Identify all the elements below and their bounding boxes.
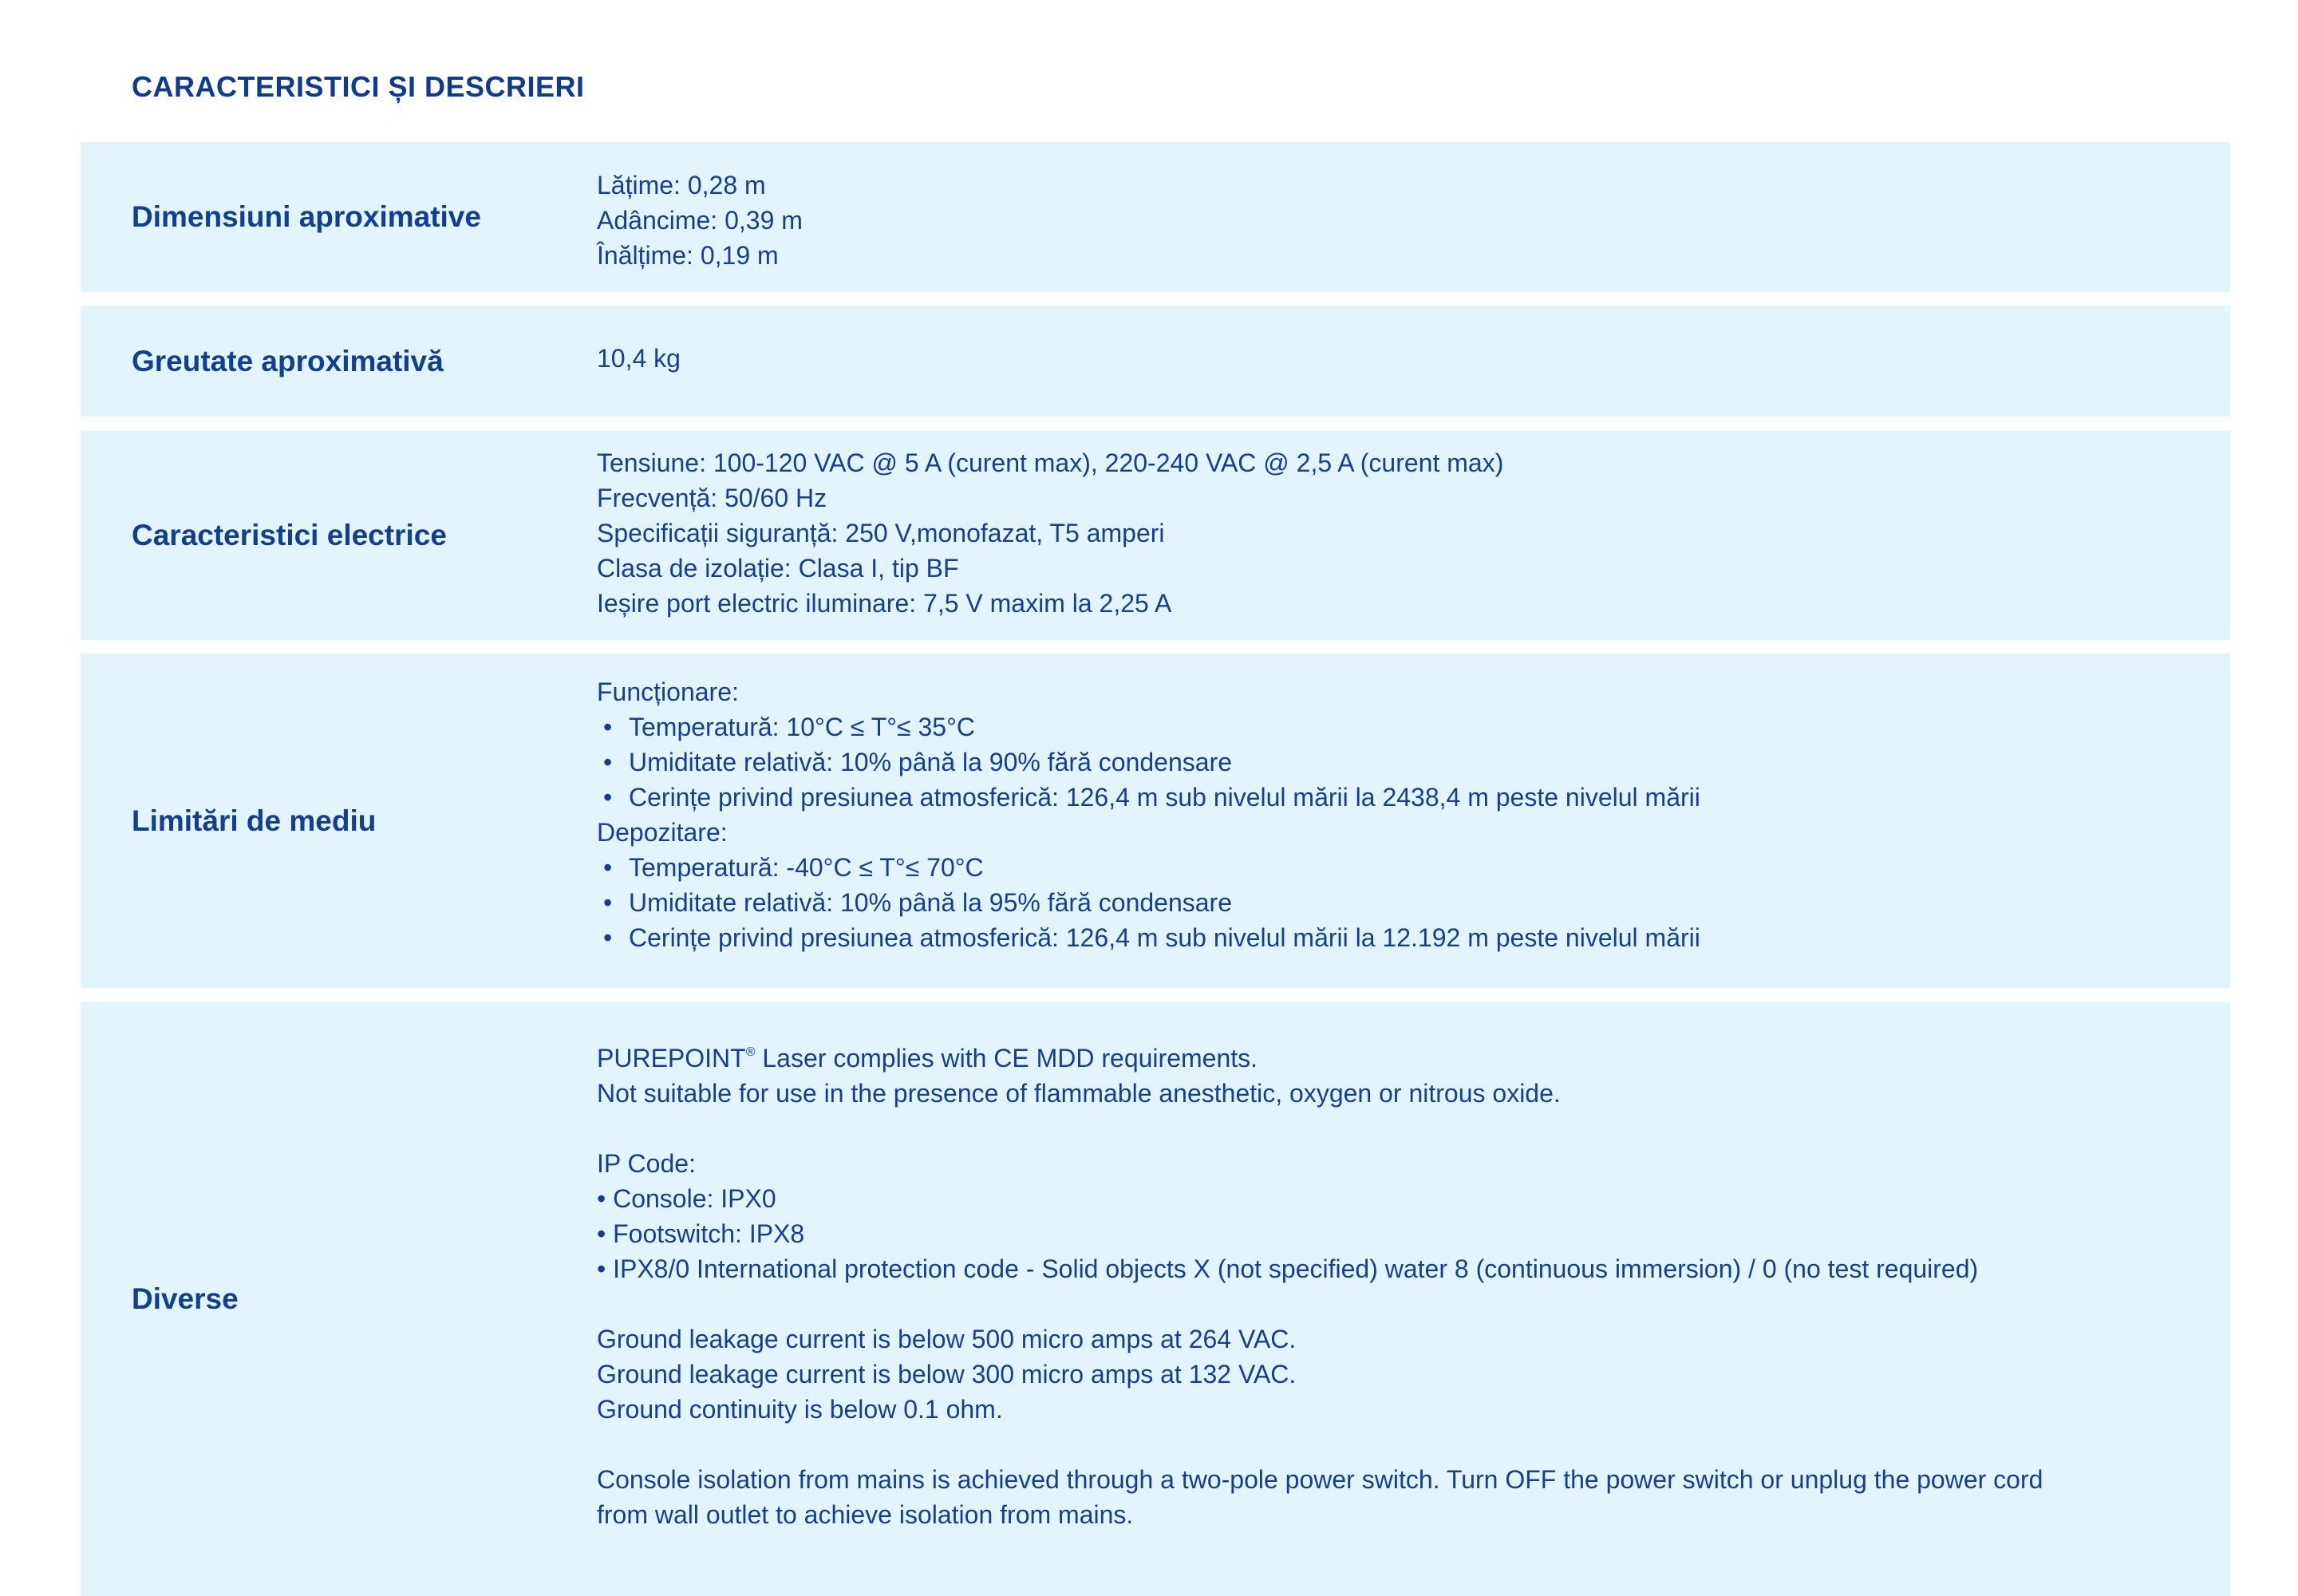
list-item [597, 745, 1700, 780]
spec-label-environment: Limitări de mediu [132, 804, 377, 837]
compliance-text: Laser complies with CE MDD requirements. [755, 1044, 1258, 1073]
spec-row-electrical [81, 431, 2230, 640]
operation-pressure: Cerințe privind presiunea atmosferică: 126,4 m sub nivelul mării la 2438,4 m peste nivelul mării [629, 783, 1700, 812]
operation-temperature: Temperatură: 10°C ≤ T°≤ 35°C [629, 713, 975, 741]
electrical-frequency: Frecvență: 50/60 Hz [597, 484, 827, 512]
electrical-insulation-class: Clasa de izolație: Clasa I, tip BF [597, 554, 959, 583]
registered-mark: ® [745, 1045, 756, 1059]
operation-humidity: Umiditate relativă: 10% până la 90% fără condensare [629, 748, 1232, 776]
bullet-icon: • [603, 748, 613, 776]
list-item [597, 885, 1700, 920]
dimension-depth: Adâncime: 0,39 m [597, 206, 803, 235]
spec-label-dimensions: Dimensiuni aproximative [132, 200, 481, 233]
dimension-height: Înălțime: 0,19 m [597, 241, 779, 270]
ground-leakage-132: Ground leakage current is below 300 micro amps at 132 VAC. [597, 1360, 1297, 1389]
bullet-icon: • [603, 783, 613, 812]
spacer [597, 1111, 2043, 1146]
weight-value: 10,4 kg [597, 344, 681, 373]
spacer [597, 1286, 2043, 1321]
storage-heading: Depozitare: [597, 818, 728, 847]
ip-code-heading: IP Code: [597, 1149, 696, 1178]
dimension-width: Lățime: 0,28 m [597, 171, 766, 200]
storage-humidity: Umiditate relativă: 10% până la 95% fără condensare [629, 888, 1232, 917]
operation-heading: Funcționare: [597, 678, 739, 706]
spec-value-environment [597, 674, 1700, 955]
flammable-warning: Not suitable for use in the presence of flammable anesthetic, oxygen or nitrous oxide. [597, 1079, 1561, 1108]
electrical-illumination-port: Ieșire port electric iluminare: 7,5 V maxim la 2,25 A [597, 589, 1172, 618]
spec-row-weight [81, 306, 2230, 417]
spec-row-environment [81, 654, 2230, 988]
spec-label-electrical: Caracteristici electrice [132, 519, 447, 551]
storage-pressure: Cerințe privind presiunea atmosferică: 126,4 m sub nivelul mării la 12.192 m peste nivelul mării [629, 923, 1700, 952]
list-item [597, 850, 1700, 885]
bullet-icon: • [603, 713, 613, 741]
list-item [597, 920, 1700, 955]
ip-protection-code: • IPX8/0 International protection code - Solid objects X (not specified) water 8 (continuous immersion) / 0 (no test required) [597, 1254, 1979, 1283]
isolation-line-1: Console isolation from mains is achieved through a two-pole power switch. Turn OFF the power switch or unplug the power cord [597, 1465, 2043, 1494]
compliance-statement [597, 1041, 2043, 1076]
spec-value-weight [597, 341, 681, 376]
electrical-fuse: Specificații siguranță: 250 V,monofazat, T5 amperi [597, 519, 1165, 547]
spec-row-dimensions [81, 142, 2230, 292]
list-item [597, 780, 1700, 815]
spec-value-dimensions [597, 168, 803, 273]
spec-value-misc [597, 1041, 2043, 1532]
spec-value-electrical [597, 445, 1503, 621]
ground-leakage-264: Ground leakage current is below 500 micro amps at 264 VAC. [597, 1325, 1297, 1353]
ip-console: • Console: IPX0 [597, 1184, 776, 1213]
spec-label-weight: Greutate aproximativă [132, 344, 444, 377]
bullet-icon: • [603, 888, 613, 917]
ip-footswitch: • Footswitch: IPX8 [597, 1219, 805, 1248]
spacer [597, 1427, 2043, 1462]
ground-continuity: Ground continuity is below 0.1 ohm. [597, 1395, 1003, 1424]
isolation-line-2: from wall outlet to achieve isolation from mains. [597, 1500, 1134, 1529]
electrical-voltage: Tensiune: 100-120 VAC @ 5 A (curent max), 220-240 VAC @ 2,5 A (curent max) [597, 448, 1504, 477]
list-item [597, 709, 1700, 745]
bullet-icon: • [603, 923, 613, 952]
bullet-icon: • [603, 853, 613, 882]
brand-name: PUREPOINT [597, 1044, 746, 1073]
storage-temperature: Temperatură: -40°C ≤ T°≤ 70°C [629, 853, 984, 882]
spec-label-misc: Diverse [132, 1282, 239, 1315]
spec-row-misc [81, 1002, 2230, 1596]
page-title: CARACTERISTICI ȘI DESCRIERI [132, 70, 585, 103]
